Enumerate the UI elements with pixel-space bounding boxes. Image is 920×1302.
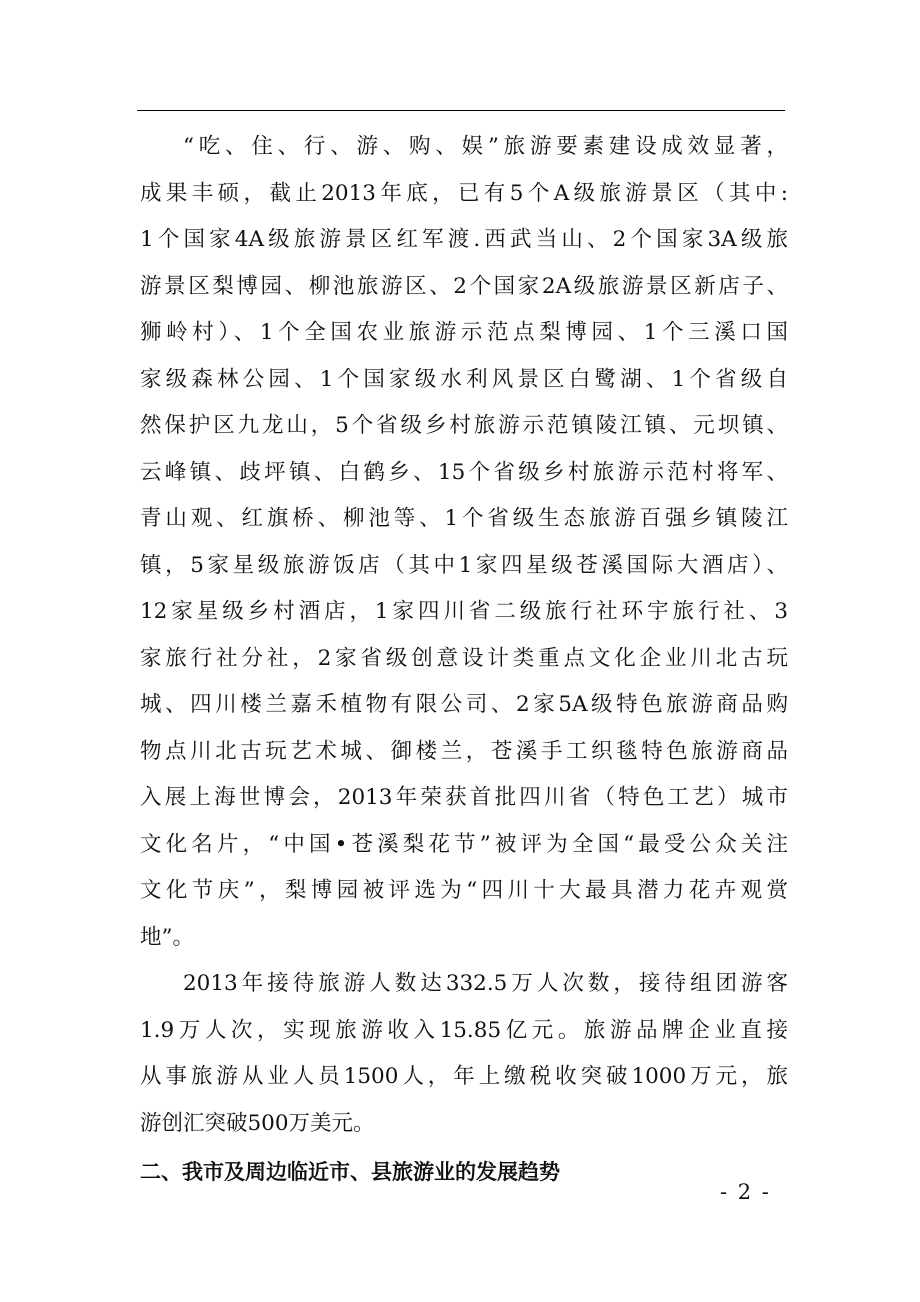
header-rule (137, 110, 785, 111)
page-number: - 2 - (720, 1180, 771, 1204)
paragraph-line: 12家星级乡村酒店，1家四川省二级旅行社环宇旅行社、3 (140, 599, 788, 624)
paragraph-line: 家旅行社分社，2家省级创意设计类重点文化企业川北古玩 (140, 645, 788, 671)
paragraph-line: 成果丰硕，截止2013年底，已有5个A级旅游景区（其中: (140, 180, 788, 206)
paragraph-line: 1.9万人次，实现旅游收入15.85亿元。旅游品牌企业直接 (140, 1017, 788, 1043)
document-body (140, 124, 788, 1195)
paragraph-line: 镇，5家星级旅游饭店（其中1家四星级苍溪国际大酒店）、 (140, 552, 788, 578)
paragraph-line: 2013年接待旅游人数达332.5万人次数，接待组团游客 (183, 971, 788, 996)
paragraph-line: 云峰镇、歧坪镇、白鹤乡、15个省级乡村旅游示范村将军、 (140, 459, 788, 485)
paragraph-line: 游景区梨博园、柳池旅游区、2个国家2A级旅游景区新店子、 (140, 273, 788, 299)
paragraph-line: 游创汇突破500万美元。 (140, 1110, 375, 1136)
section-heading: 二、我市及周边临近市、县旅游业的发展趋势 (140, 1160, 560, 1184)
paragraph-tourism-statistics (140, 961, 788, 1147)
paragraph-line: 然保护区九龙山，5个省级乡村旅游示范镇陵江镇、元坝镇、 (140, 413, 788, 438)
paragraph-line: 文化节庆”，梨博园被评选为“四川十大最具潜力花卉观赏 (140, 878, 788, 903)
paragraph-tourism-achievements (140, 124, 788, 961)
paragraph-line: 狮岭村）、1个全国农业旅游示范点梨博园、1个三溪口国 (140, 320, 788, 345)
paragraph-line: 青山观、红旗桥、柳池等、1个省级生态旅游百强乡镇陵江 (140, 506, 788, 531)
paragraph-line: 物点川北古玩艺术城、御楼兰，苍溪手工织毯特色旅游商品 (140, 738, 788, 764)
paragraph-line: 地”。 (140, 924, 194, 950)
paragraph-line: 1个国家4A级旅游景区红军渡.西武当山、2个国家3A级旅 (140, 227, 788, 252)
paragraph-line: 城、四川楼兰嘉禾植物有限公司、2家5A级特色旅游商品购 (140, 692, 788, 717)
paragraph-line: 入展上海世博会，2013年荣获首批四川省（特色工艺）城市 (140, 785, 788, 810)
paragraph-line: 从事旅游从业人员1500人，年上缴税收突破1000万元，旅 (140, 1064, 788, 1089)
paragraph-line: “吃、住、行、游、购、娱”旅游要素建设成效显著， (183, 134, 788, 159)
paragraph-line: 家级森林公园、1个国家级水利风景区白鹭湖、1个省级自 (140, 366, 788, 392)
paragraph-line: 文化名片，“中国•苍溪梨花节”被评为全国“最受公众关注 (140, 831, 788, 857)
